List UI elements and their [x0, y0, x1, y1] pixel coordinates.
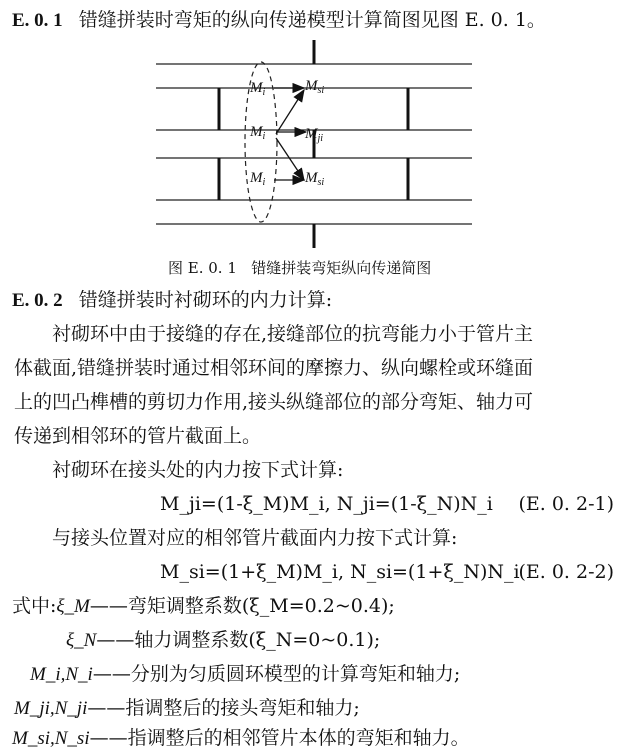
def-symbol: M_ji,N_ji: [14, 698, 88, 719]
section-e01: [12, 8, 546, 33]
para1-line: 传递到相邻环的管片截面上。: [14, 425, 262, 447]
figure-caption-number: 图 E. 0. 1: [168, 259, 237, 277]
para1-line: 上的凹凸榫槽的剪切力作用,接头纵缝部位的部分弯矩、轴力可: [14, 391, 534, 413]
para3: 与接头位置对应的相邻管片截面内力按下式计算:: [52, 527, 458, 549]
equation-2-number: (E. 0. 2-2): [518, 561, 614, 583]
definition-row: ξ_N——轴力调整系数(ξ_N=0~0.1);: [66, 629, 381, 651]
label-mi-top: $M_i$: [250, 80, 266, 98]
equation-1: [160, 492, 624, 516]
def-desc: 分别为匀质圆环模型的计算弯矩和轴力;: [130, 663, 461, 685]
moment-transfer-diagram: [0, 34, 634, 264]
def-symbol: ξ_N: [66, 630, 97, 651]
section-number: E. 0. 2: [12, 290, 63, 311]
def-desc: 轴力调整系数(ξ_N=0~0.1);: [134, 629, 381, 651]
definition-row: M_i,N_i——分别为匀质圆环模型的计算弯矩和轴力;: [30, 663, 461, 685]
label-msi-top: $M_{si}$: [305, 78, 325, 96]
para1-line: 体截面,错缝拼装时通过相邻环间的摩擦力、纵向螺栓或环缝面: [14, 357, 534, 379]
arrow-down-diag: [276, 138, 304, 180]
para2: 衬砌环在接头处的内力按下式计算:: [52, 459, 344, 481]
definition-row: M_ji,N_ji——指调整后的接头弯矩和轴力;: [14, 697, 360, 719]
section-text: 错缝拼装时弯矩的纵向传递模型计算简图见图 E. 0. 1。: [78, 9, 546, 31]
label-mi-bottom: $M_i$: [250, 170, 266, 188]
arrow-up-diag: [276, 90, 304, 134]
def-symbol: M_i,N_i: [30, 664, 93, 685]
definition-row: M_si,N_si——指调整后的相邻管片本体的弯矩和轴力。: [12, 727, 470, 749]
equation-2: [160, 560, 624, 584]
def-desc: 指调整后的接头弯矩和轴力;: [125, 697, 360, 719]
para1-line: 衬砌环中由于接缝的存在,接缝部位的抗弯能力小于管片主: [52, 323, 534, 345]
equation-1-number: (E. 0. 2-1): [518, 493, 614, 515]
def-symbol: ξ_M: [56, 596, 90, 617]
definition-row: 式中:ξ_M——弯矩调整系数(ξ_M=0.2~0.4);: [12, 595, 395, 617]
def-desc: 弯矩调整系数(ξ_M=0.2~0.4);: [127, 595, 395, 617]
label-msi-bottom: $M_{si}$: [305, 170, 325, 188]
section-text: 错缝拼装时衬砌环的内力计算:: [78, 289, 333, 311]
def-desc: 指调整后的相邻管片本体的弯矩和轴力。: [127, 727, 470, 749]
section-e02: [12, 288, 332, 313]
figure-caption: [168, 256, 431, 280]
equation-1-text: M_ji=(1-ξ_M)M_i, N_ji=(1-ξ_N)N_i: [160, 493, 493, 515]
where-label: 式中:: [12, 595, 57, 617]
section-number: E. 0. 1: [12, 10, 63, 31]
equation-2-text: M_si=(1+ξ_M)M_i, N_si=(1+ξ_N)N_i: [160, 561, 520, 583]
def-symbol: M_si,N_si: [12, 728, 90, 749]
label-mji: $M_{ji}$: [305, 126, 324, 144]
label-mi-mid: $M_i$: [250, 124, 266, 142]
figure-caption-text: 错缝拼装弯矩纵向传递简图: [251, 259, 432, 277]
